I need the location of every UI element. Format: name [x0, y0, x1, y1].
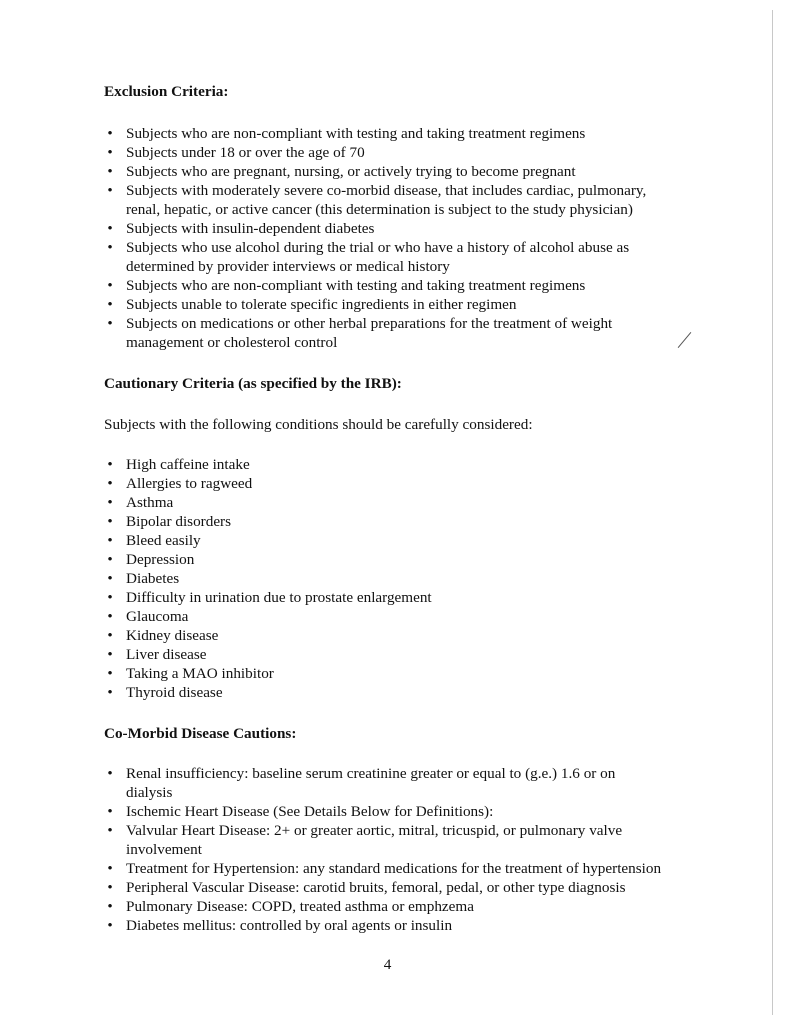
bullet-marker: •	[107, 144, 113, 161]
bullet-marker: •	[107, 627, 113, 644]
bullet-marker: •	[107, 570, 113, 587]
list-item-text: Bleed easily	[126, 532, 201, 549]
list-item-text: Diabetes	[126, 570, 180, 587]
list-item-text: Difficulty in urination due to prostate enlargement	[126, 589, 432, 606]
list-item-text: Peripheral Vascular Disease: carotid bruits, femoral, pedal, or other type diagnosis	[126, 879, 626, 896]
bullet-marker: •	[107, 296, 113, 313]
exclusion-criteria-list	[104, 124, 664, 352]
bullet-marker: •	[107, 860, 113, 877]
list-item-text: High caffeine intake	[126, 456, 250, 473]
list-item	[104, 493, 664, 512]
exclusion-criteria-heading: Exclusion Criteria:	[104, 83, 229, 100]
list-item-text: Valvular Heart Disease: 2+ or greater aortic, mitral, tricuspid, or pulmonary valve involvement	[126, 822, 623, 858]
bullet-marker: •	[107, 917, 113, 934]
list-item	[104, 764, 664, 802]
bullet-marker: •	[107, 765, 113, 782]
list-item	[104, 916, 664, 935]
list-item	[104, 607, 664, 626]
list-item	[104, 474, 664, 493]
list-item-text: Subjects on medications or other herbal preparations for the treatment of weight management or cholesterol control	[126, 315, 613, 351]
list-item-text: Subjects unable to tolerate specific ingredients in either regimen	[126, 296, 517, 313]
list-item	[104, 512, 664, 531]
bullet-marker: •	[107, 665, 113, 682]
bullet-marker: •	[107, 822, 113, 839]
list-item	[104, 683, 664, 702]
list-item-text: Glaucoma	[126, 608, 189, 625]
list-item	[104, 276, 664, 295]
list-item-text: Asthma	[126, 494, 174, 511]
bullet-marker: •	[107, 513, 113, 530]
list-item	[104, 162, 664, 181]
list-item	[104, 802, 664, 821]
list-item-text: Treatment for Hypertension: any standard medications for the treatment of hypertension	[126, 860, 662, 877]
list-item-text: Subjects under 18 or over the age of 70	[126, 144, 365, 161]
bullet-marker: •	[107, 277, 113, 294]
list-item	[104, 181, 664, 219]
bullet-marker: •	[107, 803, 113, 820]
list-item	[104, 143, 664, 162]
list-item	[104, 531, 664, 550]
bullet-marker: •	[107, 646, 113, 663]
list-item	[104, 124, 664, 143]
list-item-text: Liver disease	[126, 646, 207, 663]
list-item-text: Ischemic Heart Disease (See Details Below for Definitions):	[126, 803, 494, 820]
comorbid-cautions-heading: Co-Morbid Disease Cautions:	[104, 725, 297, 742]
list-item-text: Bipolar disorders	[126, 513, 232, 530]
bullet-marker: •	[107, 608, 113, 625]
bullet-marker: •	[107, 684, 113, 701]
list-item-text: Subjects with moderately severe co-morbid disease, that includes cardiac, pulmonary, renal, hepatic, or active cancer (this determination is subject to the study physician)	[126, 182, 647, 218]
cautionary-criteria-list	[104, 455, 664, 702]
page-content	[104, 82, 664, 935]
cautionary-criteria-heading: Cautionary Criteria (as specified by the IRB):	[104, 375, 402, 392]
bullet-marker: •	[107, 475, 113, 492]
page-edge-line	[772, 10, 773, 1015]
bullet-marker: •	[107, 879, 113, 896]
list-item	[104, 821, 664, 859]
list-item	[104, 295, 664, 314]
list-item-text: Subjects who are non-compliant with testing and taking treatment regimens	[126, 277, 586, 294]
list-item	[104, 645, 664, 664]
list-item-text: Depression	[126, 551, 195, 568]
list-item	[104, 588, 664, 607]
bullet-marker: •	[107, 182, 113, 199]
list-item	[104, 878, 664, 897]
bullet-marker: •	[107, 220, 113, 237]
bullet-marker: •	[107, 551, 113, 568]
bullet-marker: •	[107, 532, 113, 549]
list-item	[104, 219, 664, 238]
list-item-text: Subjects who are pregnant, nursing, or actively trying to become pregnant	[126, 163, 576, 180]
bullet-marker: •	[107, 898, 113, 915]
list-item-text: Kidney disease	[126, 627, 219, 644]
list-item	[104, 664, 664, 683]
bullet-marker: •	[107, 315, 113, 332]
list-item	[104, 569, 664, 588]
list-item-text: Pulmonary Disease: COPD, treated asthma or emphzema	[126, 898, 474, 915]
list-item	[104, 238, 664, 276]
list-item-text: Subjects with insulin-dependent diabetes	[126, 220, 375, 237]
bullet-marker: •	[107, 494, 113, 511]
list-item	[104, 550, 664, 569]
comorbid-cautions-list	[104, 764, 664, 935]
list-item	[104, 897, 664, 916]
list-item	[104, 626, 664, 645]
list-item-text: Subjects who use alcohol during the trial or who have a history of alcohol abuse as determined by provider interviews or medical history	[126, 239, 630, 275]
bullet-marker: •	[107, 589, 113, 606]
list-item-text: Taking a MAO inhibitor	[126, 665, 274, 682]
stray-pen-mark	[678, 332, 692, 348]
list-item	[104, 859, 664, 878]
list-item-text: Subjects who are non-compliant with testing and taking treatment regimens	[126, 125, 586, 142]
bullet-marker: •	[107, 163, 113, 180]
list-item	[104, 314, 664, 352]
list-item-text: Renal insufficiency: baseline serum creatinine greater or equal to (g.e.) 1.6 or on dialysis	[126, 765, 616, 801]
list-item-text: Allergies to ragweed	[126, 475, 253, 492]
cautionary-criteria-intro: Subjects with the following conditions should be carefully considered:	[104, 416, 533, 433]
list-item-text: Diabetes mellitus: controlled by oral agents or insulin	[126, 917, 453, 934]
list-item-text: Thyroid disease	[126, 684, 223, 701]
bullet-marker: •	[107, 456, 113, 473]
bullet-marker: •	[107, 125, 113, 142]
page-number: 4	[383, 956, 392, 973]
list-item	[104, 455, 664, 474]
bullet-marker: •	[107, 239, 113, 256]
